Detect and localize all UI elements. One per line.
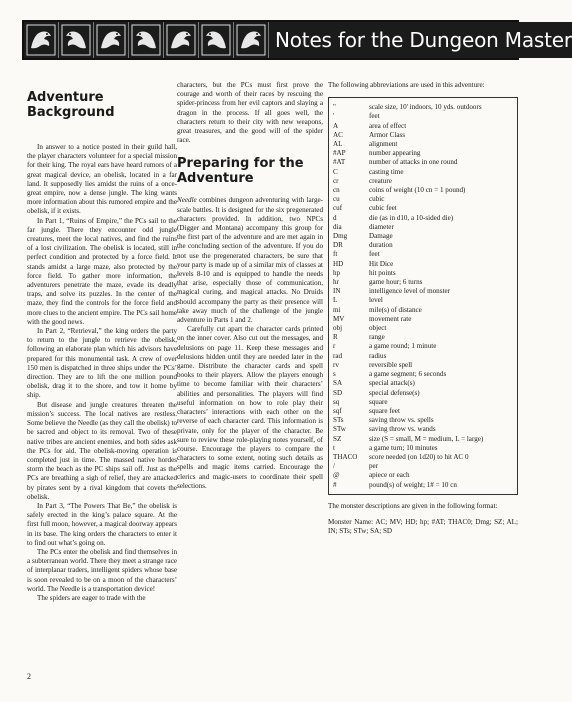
abbreviation-row bbox=[333, 407, 513, 416]
abbreviation-meaning: diameter bbox=[369, 222, 394, 231]
abbreviation-key: / bbox=[333, 462, 335, 471]
column-2 bbox=[177, 81, 323, 491]
abbreviation-meaning: mile(s) of distance bbox=[369, 305, 422, 314]
abbreviation-key: HD bbox=[333, 259, 344, 268]
abbreviation-row bbox=[333, 471, 513, 480]
dragon-icon bbox=[234, 22, 269, 58]
abbreviation-key: sq bbox=[333, 397, 340, 406]
abbreviation-meaning: score needed (on 1d20) to hit AC 0 bbox=[369, 452, 469, 461]
title-banner bbox=[22, 20, 572, 60]
abbreviation-meaning: area of effect bbox=[369, 121, 407, 130]
dragon-icon bbox=[164, 22, 199, 58]
abbreviation-row bbox=[333, 342, 513, 351]
abbreviation-meaning: special defense(s) bbox=[369, 388, 420, 397]
paragraph: In Part 1, “Ruins of Empire,” the PCs sail to the far jungle. There they encounter odd jungle creatures, meet the local natives, and find the ruins of a lost civilization. The obelisk is located, still in perfect condition and protected by a force field. It stands amidst a large maze, also protected by the force field. To gather more information, the adventurers penetrate the maze, evade its deadly traps, and solve its puzzles. In the center of the maze, they find the controls for the force field and more clues to the ancient empire. The PCs sail home with the good news. bbox=[27, 216, 177, 326]
column-3 bbox=[328, 81, 518, 536]
paragraph: Carefully cut apart the character cards printed on the inner cover. Also cut out the messages, and delusions on page 11. Keep these messages and delusions hidden until they are needed later in the game. Distribute the character cards and spell books to their players. Allow the players enough time to become familiar with their characters’ abilities and personalities. The players will find useful information on how to role play their characters’ interactions with each other on the reverse of each character card. This information is private, only for the player of the character. Be sure to review these role-playing notes yourself, of course. Encourage the players to compare the characters to some extent, noting such details as spells and magic items carried. Encourage the clerics and magic-users to coordinate their spell selections. bbox=[177, 325, 323, 490]
abbreviation-key: r bbox=[333, 342, 336, 351]
abbreviation-row bbox=[333, 168, 513, 177]
abbreviation-key: mi bbox=[333, 305, 341, 314]
abbreviation-meaning: feet bbox=[369, 112, 380, 121]
abbreviation-key: ft bbox=[333, 250, 338, 259]
abbreviation-meaning: a game turn; 10 minutes bbox=[369, 443, 438, 452]
abbreviation-row bbox=[333, 149, 513, 158]
abbreviation-row bbox=[333, 140, 513, 149]
abbreviation-row bbox=[333, 223, 513, 232]
abbreviation-meaning: die (as in d10, a 10-sided die) bbox=[369, 213, 454, 222]
abbreviation-row bbox=[333, 269, 513, 278]
abbreviation-row bbox=[333, 444, 513, 453]
abbreviation-meaning: level bbox=[369, 296, 383, 305]
abbreviation-meaning: game hour; 6 turns bbox=[369, 278, 423, 287]
banner-title: Notes for the Dungeon Master bbox=[269, 22, 572, 58]
monster-format: Monster Name: AC; MV; HD; hp; #AT; THAC0; Dmg; SZ; AL; IN; STs; STw; SA; SD bbox=[328, 517, 518, 536]
abbreviation-meaning: Hit Dice bbox=[369, 259, 394, 268]
abbreviation-key: cuf bbox=[333, 204, 343, 213]
abbreviation-meaning: per bbox=[369, 462, 379, 471]
abbreviation-key: SD bbox=[333, 388, 343, 397]
abbreviation-row bbox=[333, 260, 513, 269]
abbreviation-row bbox=[333, 379, 513, 388]
column-1 bbox=[27, 90, 177, 603]
abbreviation-key: DR bbox=[333, 241, 343, 250]
abbreviation-row bbox=[333, 250, 513, 259]
abbreviation-row bbox=[333, 177, 513, 186]
paragraph: The spiders are eager to trade with the bbox=[37, 593, 146, 602]
abbreviation-meaning: saving throw vs. spells bbox=[369, 416, 434, 425]
abbreviation-key: A bbox=[333, 121, 339, 130]
dragon-icon bbox=[24, 22, 59, 58]
abbreviation-row bbox=[333, 315, 513, 324]
dragon-icon bbox=[199, 22, 234, 58]
abbreviation-key: #AP bbox=[333, 149, 346, 158]
abbreviation-row bbox=[333, 232, 513, 241]
paragraph: In answer to a notice posted in their guild hall, the player characters volunteer for a special mission for their king. The royal ears have heard rumors of a great magical device, an obelisk, located in a far land. It supposedly lies amidst the ruins of a once-great empire, now a dense jungle. The king wants more information about this rumored empire and the obelisk, if it exists. bbox=[27, 143, 177, 216]
abbreviation-meaning: coins of weight (10 cn = 1 pound) bbox=[369, 186, 466, 195]
abbreviation-row bbox=[333, 389, 513, 398]
abbreviation-key: AL bbox=[333, 140, 343, 149]
abbreviation-meaning: Armor Class bbox=[369, 130, 406, 139]
dragon-icon bbox=[94, 22, 129, 58]
abbreviation-key: obj bbox=[333, 324, 343, 333]
abbreviation-meaning: apiece or each bbox=[369, 471, 410, 480]
abbreviation-row bbox=[333, 122, 513, 131]
abbreviation-key: STw bbox=[333, 425, 346, 434]
section-heading-adventure-background: Adventure Background bbox=[27, 90, 115, 120]
abbreviation-key: Dmg bbox=[333, 232, 348, 241]
dragon-icon bbox=[129, 22, 164, 58]
abbreviation-key: cn bbox=[333, 186, 340, 195]
dragon-icon bbox=[59, 22, 94, 58]
abbreviation-key: C bbox=[333, 167, 338, 176]
abbreviation-row bbox=[333, 112, 513, 121]
paragraph: But disease and jungle creatures threaten the mission’s success. The local natives are restless. Some believe the Needle (as they call the obelisk) to be sacred and object to its removal. Two of these native tribes are ancient enemies, and both sides ask the PCs for aid. The obelisk-moving operation is completed just in time. The massed native hordes storm the beach as the PC ships sail off. Just as the PCs are breathing a sigh of relief, they are attacked by pirates sent by a rival kingdom that covets the obelisk. bbox=[27, 400, 177, 501]
abbreviation-row bbox=[333, 103, 513, 112]
abbreviation-row bbox=[333, 186, 513, 195]
abbreviation-row bbox=[333, 462, 513, 471]
abbreviation-row bbox=[333, 481, 513, 490]
paragraph: In Part 3, “The Powers That Be,” the obelisk is safely erected in the king’s palace square. At the first full moon, however, a magical doorway appears in its base. The king orders the characters to enter it to find out what’s going on. bbox=[27, 501, 177, 547]
abbreviation-meaning: size (S = small, M = medium, L = large) bbox=[369, 434, 484, 443]
abbreviation-key: IN bbox=[333, 287, 341, 296]
abbreviation-key: hp bbox=[333, 268, 341, 277]
abbreviation-key: t bbox=[333, 443, 335, 452]
abbreviation-key: s bbox=[333, 370, 336, 379]
abbreviation-row bbox=[333, 296, 513, 305]
abbreviation-key: cr bbox=[333, 176, 339, 185]
abbreviation-meaning: number appearing bbox=[369, 149, 421, 158]
paragraph: characters, but the PCs must first prove the courage and worth of their races by rescuing the spider-princess from her evil captors and slaying a dragon in the process. If all goes well, the characters return to their city with new weapons, great treasures, and the good will of the spider race. bbox=[177, 81, 323, 145]
abbreviation-meaning: object bbox=[369, 324, 387, 333]
abbreviation-row bbox=[333, 214, 513, 223]
abbreviation-row bbox=[333, 435, 513, 444]
paragraph-text: combines dungeon adventuring with large-scale battles. It is designed for the six pregenerated characters provided. In addition, two NPCs (Digger and Montana) accompany this group for the first part of the adventure and are met again in the concluding section of the adventure. If you do not use the pregenerated characters, be sure that your party is made up of a similar mix of classes at levels 8-10 and is equipped to handle the needs that arise, especially those of communication, magical curing, and magical attacks. No Druids should accompany the party as their presence will take away much of the challenge of the jungle adventure in Parts 1 and 2. bbox=[177, 196, 323, 325]
abbreviation-meaning: radius bbox=[369, 351, 387, 360]
abbreviations-table bbox=[328, 97, 518, 495]
abbreviation-key: @ bbox=[333, 471, 340, 480]
abbreviation-key: SZ bbox=[333, 434, 342, 443]
emphasis-needle: Needle bbox=[177, 196, 197, 205]
monster-format-intro: The monster descriptions are given in the following format: bbox=[328, 501, 498, 510]
abbreviation-row bbox=[333, 398, 513, 407]
decorative-tiles bbox=[24, 22, 269, 58]
abbreviation-row bbox=[333, 333, 513, 342]
abbreviation-key: sqf bbox=[333, 406, 342, 415]
abbreviation-row bbox=[333, 416, 513, 425]
abbreviation-key: hr bbox=[333, 278, 339, 287]
abbreviation-meaning: square feet bbox=[369, 406, 400, 415]
abbreviation-row bbox=[333, 195, 513, 204]
abbreviation-meaning: Damage bbox=[369, 232, 393, 241]
abbreviation-meaning: hit points bbox=[369, 268, 396, 277]
abbreviation-meaning: casting time bbox=[369, 167, 404, 176]
abbreviation-key: d bbox=[333, 213, 337, 222]
abbreviation-row bbox=[333, 352, 513, 361]
abbreviation-key: L bbox=[333, 296, 338, 305]
abbreviation-row bbox=[333, 306, 513, 315]
abbreviation-meaning: number of attacks in one round bbox=[369, 158, 458, 167]
abbreviation-meaning: square bbox=[369, 397, 388, 406]
abbreviation-row bbox=[333, 241, 513, 250]
abbreviation-key: " bbox=[333, 103, 336, 112]
abbreviation-key: cu bbox=[333, 195, 340, 204]
abbreviation-key: MV bbox=[333, 314, 345, 323]
abbreviation-row bbox=[333, 287, 513, 296]
abbreviation-row bbox=[333, 361, 513, 370]
abbreviation-key: R bbox=[333, 333, 338, 342]
abbreviation-row bbox=[333, 324, 513, 333]
abbreviation-meaning: reversible spell bbox=[369, 360, 413, 369]
abbreviation-row bbox=[333, 158, 513, 167]
abbreviation-meaning: alignment bbox=[369, 140, 398, 149]
abbreviation-key: dia bbox=[333, 222, 342, 231]
abbreviation-meaning: range bbox=[369, 333, 385, 342]
abbreviation-key: rad bbox=[333, 351, 343, 360]
abbreviation-key: rv bbox=[333, 360, 339, 369]
abbreviation-meaning: intelligence level of monster bbox=[369, 287, 450, 296]
abbreviation-key: THACO bbox=[333, 452, 358, 461]
abbreviation-row bbox=[333, 278, 513, 287]
abbreviation-meaning: cubic feet bbox=[369, 204, 397, 213]
abbreviation-meaning: duration bbox=[369, 241, 393, 250]
abbreviation-key: #AT bbox=[333, 158, 346, 167]
abbreviation-meaning: feet bbox=[369, 250, 380, 259]
abbreviation-row bbox=[333, 131, 513, 140]
abbreviation-row bbox=[333, 453, 513, 462]
abbreviation-row bbox=[333, 370, 513, 379]
abbreviation-meaning: creature bbox=[369, 176, 392, 185]
abbreviation-meaning: a game round; 1 minute bbox=[369, 342, 437, 351]
paragraph bbox=[177, 196, 323, 325]
page-number: 2 bbox=[27, 672, 31, 681]
abbreviation-row bbox=[333, 204, 513, 213]
abbreviation-meaning: cubic bbox=[369, 195, 385, 204]
abbreviation-key: ' bbox=[333, 112, 335, 121]
abbreviation-meaning: saving throw vs. wands bbox=[369, 425, 436, 434]
paragraph: In Part 2, “Retrieval,” the king orders the party to return to the jungle to retrieve the obelisk, following an elaborate plan which his advisors have prepared for this monumental task. A crew of over 150 men is dispatched in three ships under the PCs’ direction. They are to lift the one million pound obelisk, drag it to the shore, and tow it home by ship. bbox=[27, 327, 177, 400]
abbreviation-row bbox=[333, 425, 513, 434]
abbreviation-meaning: special attack(s) bbox=[369, 379, 415, 388]
abbreviation-key: # bbox=[333, 480, 337, 489]
abbreviation-meaning: scale size, 10' indoors, 10 yds. outdoors bbox=[369, 103, 482, 112]
abbreviation-meaning: movement rate bbox=[369, 314, 412, 323]
abbreviation-meaning: pound(s) of weight; 1# = 10 cn bbox=[369, 480, 457, 489]
abbreviation-key: STs bbox=[333, 416, 344, 425]
abbreviation-key: SA bbox=[333, 379, 343, 388]
section-heading-preparing: Preparing for the Adventure bbox=[177, 156, 304, 187]
abbreviation-meaning: a game segment; 6 seconds bbox=[369, 370, 447, 379]
paragraph: The PCs enter the obelisk and find themselves in a subterranean world. There they meet a strange race of interplanar traders, intelligent spiders whose base is soon revealed to be on a moon of the characters’ world. The Needle is a transportation device! bbox=[27, 547, 177, 593]
abbreviations-intro: The following abbreviations are used in this adventure: bbox=[328, 81, 485, 89]
abbreviation-key: AC bbox=[333, 130, 343, 139]
